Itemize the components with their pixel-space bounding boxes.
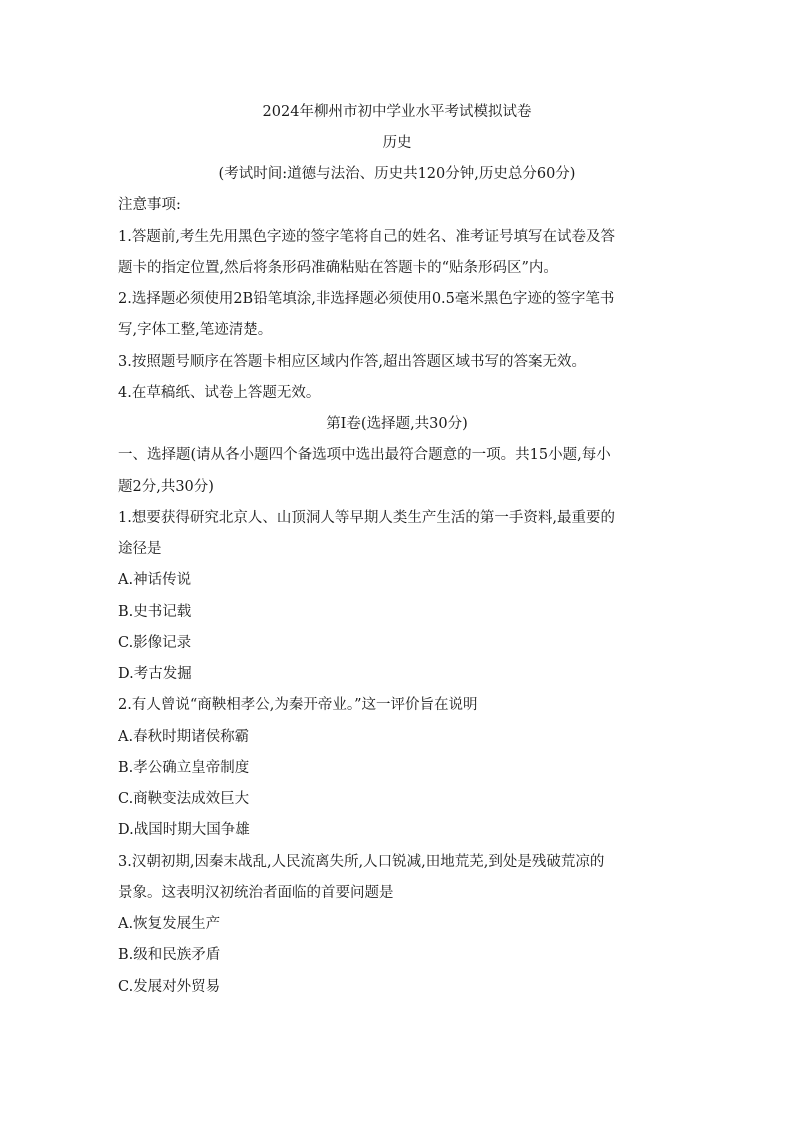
question-stem: 景象。这表明汉初统治者面临的首要问题是 [118,885,394,901]
option-a: A.神话传说 [118,572,192,588]
option-b: B.史书记载 [118,604,192,620]
notice-line: 3.按照题号顺序在答题卡相应区域内作答,超出答题区域书写的答案无效。 [118,354,586,370]
notice-line: 写,字体工整,笔迹清楚。 [118,322,273,338]
option-c: C.影像记录 [118,635,192,651]
subject-title: 历史 [382,135,412,151]
section-instruction: 题2分,共30分) [118,479,214,495]
question-stem: 途径是 [118,541,162,557]
option-a: A.春秋时期诸侯称霸 [118,729,250,745]
question-stem: 2.有人曾说“商鞅相孝公,为秦开帝业。”这一评价旨在说明 [118,697,478,713]
option-c: C.发展对外贸易 [118,979,221,995]
notice-heading: 注意事项: [118,197,181,213]
option-a: A.恢复发展生产 [118,916,221,932]
question-stem: 3.汉朝初期,因秦末战乱,人民流离失所,人口锐减,田地荒芜,到处是残破荒凉的 [118,854,605,870]
exam-title: 2024年柳州市初中学业水平考试模拟试卷 [262,104,532,120]
notice-line: 题卡的指定位置,然后将条形码准确粘贴在答题卡的“贴条形码区”内。 [118,260,558,276]
notice-line: 2.选择题必须使用2B铅笔填涂,非选择题必须使用0.5毫米黑色字迹的签字笔书 [118,291,615,307]
option-d: D.考古发掘 [118,666,192,682]
section-instruction: 一、选择题(请从各小题四个备选项中选出最符合题意的一项。共15小题,每小 [118,447,611,463]
notice-line: 4.在草稿纸、试卷上答题无效。 [118,385,321,401]
option-b: B.孝公确立皇帝制度 [118,760,250,776]
question-stem: 1.想要获得研究北京人、山顶洞人等早期人类生产生活的第一手资料,最重要的 [118,510,615,526]
exam-time-note: (考试时间:道德与法治、历史共120分钟,历史总分60分) [218,166,576,182]
notice-line: 1.答题前,考生先用黑色字迹的签字笔将自己的姓名、准考证号填写在试卷及答 [118,229,615,245]
section-title: 第I卷(选择题,共30分) [326,416,468,432]
option-c: C.商鞅变法成效巨大 [118,791,250,807]
option-d: D.战国时期大国争雄 [118,822,250,838]
option-b: B.级和民族矛盾 [118,947,221,963]
